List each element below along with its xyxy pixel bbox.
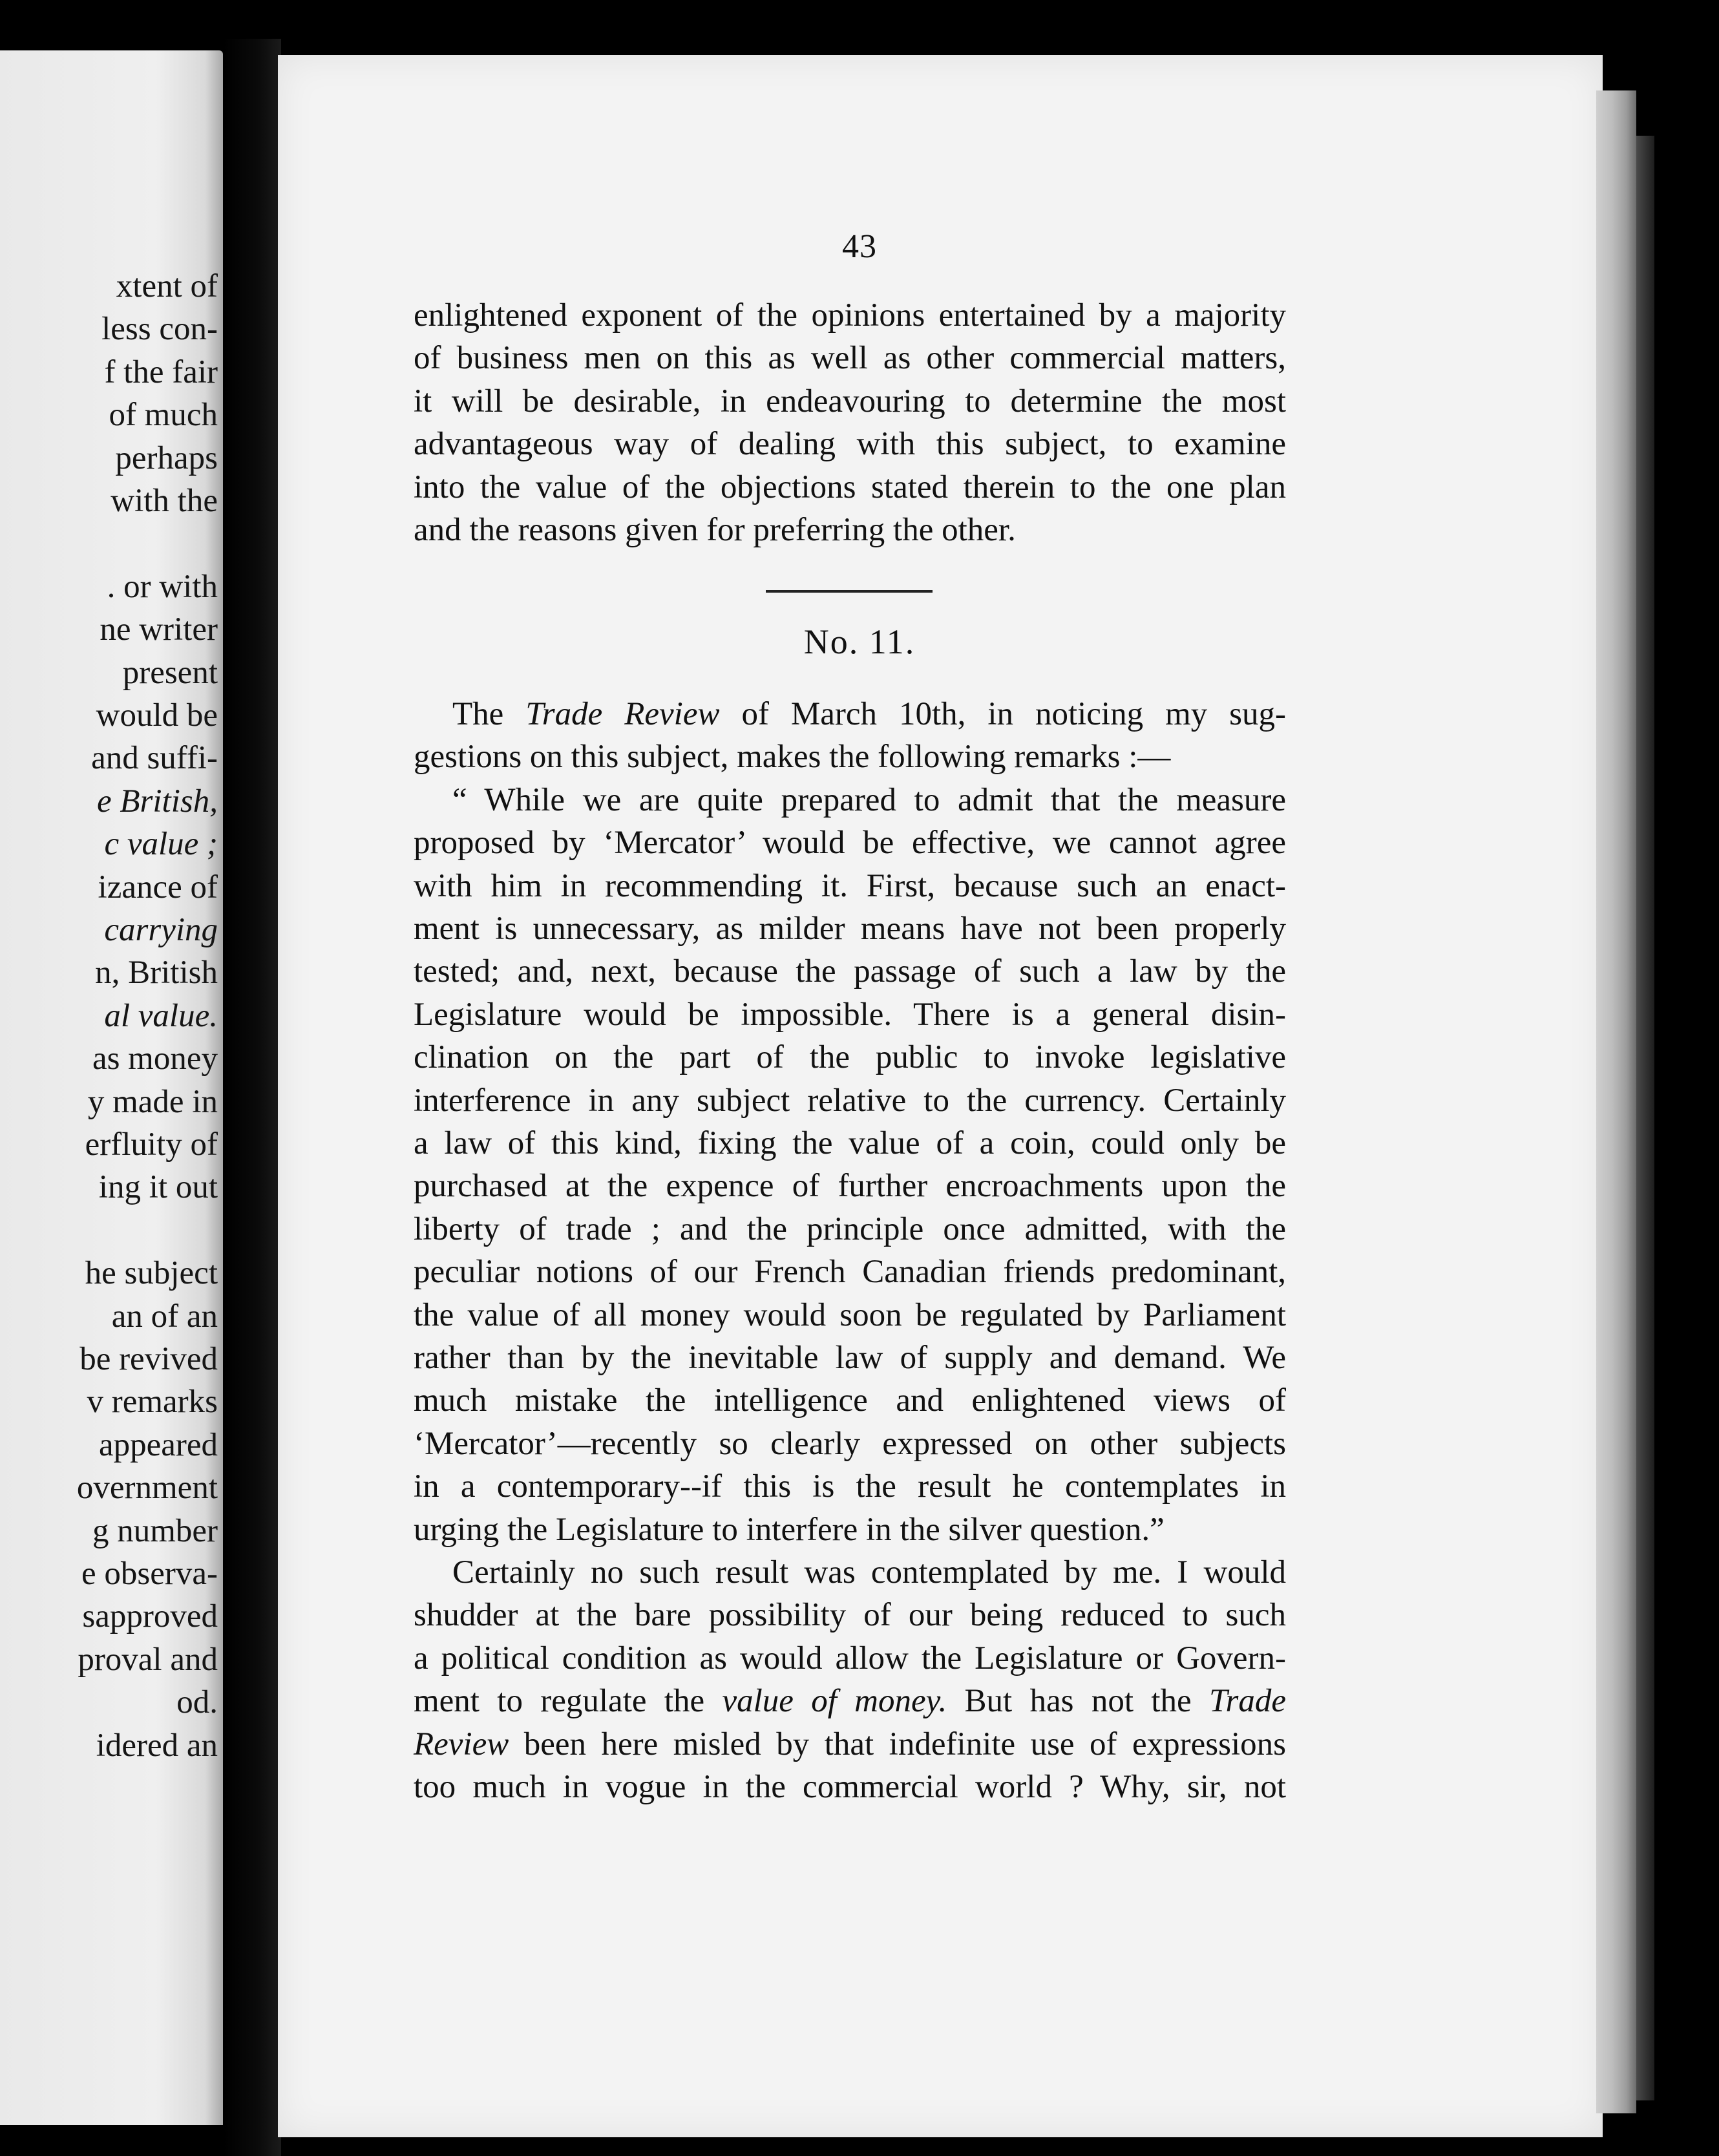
body-line <box>414 1766 1286 1808</box>
body-line <box>414 1680 1286 1722</box>
body-line <box>414 1165 1286 1207</box>
text-run: proposed by ‘Mercator’ would be effective, we cannot agree <box>414 825 1286 861</box>
text-run: clination on the part of the public to invoke legislative <box>414 1039 1286 1076</box>
left-page-line: g number <box>92 1512 218 1549</box>
left-page-line: erfluity of <box>85 1126 218 1163</box>
body-line <box>414 1294 1286 1337</box>
left-page-line: as money <box>92 1041 218 1077</box>
body-line <box>414 1208 1286 1251</box>
text-run: the value of all money would soon be regulated by Parliament <box>414 1296 1286 1333</box>
italic-phrase: Trade Review <box>525 696 720 732</box>
body-line <box>414 950 1286 993</box>
left-page-line: proval and <box>78 1641 218 1678</box>
italic-phrase: Trade <box>1208 1683 1286 1720</box>
left-page-line: present <box>122 654 218 691</box>
left-page-line: f the fair <box>104 354 218 390</box>
text-run: peculiar notions of our French Canadian friends predominant, <box>414 1254 1286 1291</box>
intro-line: into the value of the objections stated therein to the one plan <box>414 469 1286 505</box>
body-line <box>414 1079 1286 1122</box>
left-page-line: would be <box>96 697 218 734</box>
intro-line: of business men on this as well as other commercial matters, <box>414 340 1286 377</box>
text-run: with him in recommending it. First, because such an enact- <box>414 867 1286 904</box>
left-page-line: perhaps <box>115 439 218 476</box>
text-run: purchased at the expence of further encroachments upon the <box>414 1168 1286 1205</box>
text-run: much mistake the intelligence and enlightened views of <box>414 1382 1286 1419</box>
left-page-line: ne writer <box>100 611 218 648</box>
body-line <box>414 1723 1286 1766</box>
left-page-line: xtent of <box>116 268 218 304</box>
left-page-line: c value ; <box>104 826 218 863</box>
body-line <box>414 1422 1286 1465</box>
left-page-line: with the <box>111 483 218 519</box>
page-edge-dark <box>1636 136 1654 2100</box>
italic-phrase: Review <box>414 1726 509 1762</box>
left-page-line: he subject <box>85 1255 218 1292</box>
body-line <box>414 821 1286 864</box>
left-page-line: e British, <box>97 783 218 819</box>
body-line <box>414 735 1286 778</box>
body-line <box>452 779 1286 821</box>
left-page-line: and suffi- <box>91 740 218 777</box>
text-run: too much in vogue in the commercial world ? Why, sir, not <box>414 1769 1286 1805</box>
text-run: a political condition as would allow the Legislature or Govern- <box>414 1640 1286 1676</box>
text-run: urging the Legislature to interfere in the silver question.” <box>414 1511 1165 1548</box>
text-run: The <box>452 696 526 732</box>
left-page-line: idered an <box>96 1727 218 1764</box>
text-run: rather than by the inevitable law of supply and demand. We <box>414 1340 1286 1376</box>
left-page <box>0 50 223 2125</box>
body-line <box>414 1122 1286 1165</box>
text-run: But has not the <box>947 1683 1209 1720</box>
left-page-line: v remarks <box>87 1384 218 1421</box>
left-page-line: sapproved <box>82 1598 218 1635</box>
body-line <box>414 1637 1286 1680</box>
body-line <box>414 907 1286 950</box>
body-line <box>414 1508 1286 1551</box>
text-run: gestions on this subject, makes the following remarks :— <box>414 739 1171 776</box>
gutter-shadow <box>223 39 281 2156</box>
left-page-line: e observa- <box>81 1556 218 1592</box>
left-page-line: of much <box>109 397 218 434</box>
left-page-line: ing it out <box>98 1169 218 1206</box>
body-line <box>414 1337 1286 1379</box>
body-line <box>414 993 1286 1036</box>
page-edge <box>1596 90 1636 2113</box>
left-page-line: al value. <box>104 997 218 1034</box>
left-page-line: y made in <box>87 1083 218 1120</box>
left-page-line: . or with <box>107 568 218 605</box>
intro-line: advantageous way of dealing with this subject, to examine <box>414 426 1286 463</box>
text-run: shudder at the bare possibility of our being reduced to such <box>414 1597 1286 1634</box>
text-run: ment is unnecessary, as milder means have not been properly <box>414 911 1286 947</box>
left-page-line: od. <box>176 1684 218 1721</box>
text-run: ment to regulate the <box>414 1683 722 1720</box>
text-run: been here misled by that indefinite use of expressions <box>509 1726 1286 1762</box>
body-line <box>414 1594 1286 1636</box>
left-page-line: be revived <box>79 1341 218 1377</box>
section-rule <box>766 590 933 593</box>
left-page-line: appeared <box>98 1426 218 1463</box>
text-run: ‘Mercator’—recently so clearly expressed on other subjects <box>414 1425 1286 1462</box>
left-page-line: less con- <box>101 311 218 348</box>
left-page-line: an of an <box>111 1298 218 1335</box>
text-run: tested; and, next, because the passage of such a law by the <box>414 953 1286 990</box>
intro-line: it will be desirable, in endeavouring to determine the most <box>414 383 1286 419</box>
text-run: “ While we are quite prepared to admit that the measure <box>452 781 1286 818</box>
text-run: a law of this kind, fixing the value of a coin, could only be <box>414 1125 1286 1161</box>
body-line <box>414 1036 1286 1079</box>
left-page-line: carrying <box>104 912 218 948</box>
intro-line: and the reasons given for preferring the other. <box>414 512 1016 548</box>
body-line <box>414 1251 1286 1293</box>
body-line <box>452 1551 1286 1594</box>
body-line <box>452 693 1286 735</box>
page-number: 43 <box>842 228 877 265</box>
text-run: in a contemporary--if this is the result he contemplates in <box>414 1468 1286 1505</box>
body-line <box>414 1379 1286 1422</box>
text-run: Legislature would be impossible. There is a general disin- <box>414 996 1286 1033</box>
text-run: interference in any subject relative to the currency. Certainly <box>414 1082 1286 1119</box>
section-heading: No. 11. <box>803 622 916 661</box>
body-line <box>414 1465 1286 1508</box>
left-page-line: n, British <box>95 955 218 991</box>
italic-phrase: value of money. <box>722 1683 947 1720</box>
intro-line: enlightened exponent of the opinions entertained by a majority <box>414 297 1286 333</box>
text-run: of March 10th, in noticing my sug- <box>719 696 1287 732</box>
text-run: Certainly no such result was contemplated by me. I would <box>452 1554 1286 1591</box>
left-page-line: izance of <box>98 869 218 905</box>
body-line <box>414 865 1286 907</box>
text-run: liberty of trade ; and the principle once admitted, with the <box>414 1210 1286 1247</box>
left-page-line: overnment <box>76 1470 218 1506</box>
